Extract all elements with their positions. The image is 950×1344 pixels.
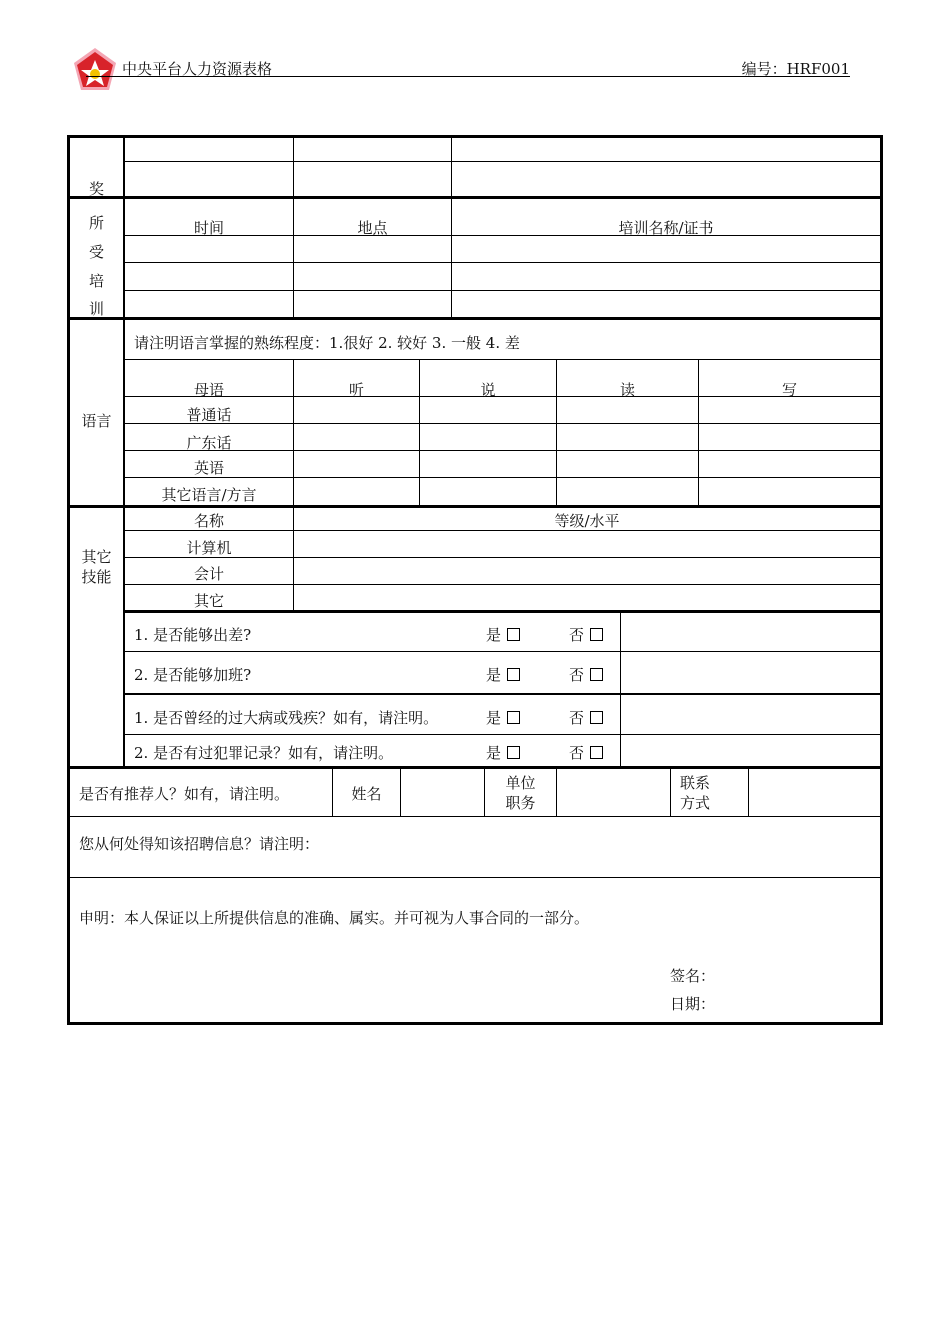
checkbox-icon[interactable]: [590, 628, 603, 641]
checkbox-icon[interactable]: [507, 711, 520, 724]
training-label-char: 训: [88, 300, 104, 318]
form-code: 编号：HRF001: [741, 60, 850, 78]
training-header-course: 培训名称/证书: [618, 219, 714, 237]
date-label: 日期：: [670, 995, 716, 1013]
question-illness-yes[interactable]: 是: [486, 707, 520, 728]
question-overtime: 2. 是否能够加班?: [134, 666, 252, 684]
training-label-char: 受: [88, 243, 104, 261]
question-travel-yes[interactable]: 是: [486, 624, 520, 645]
training-header-place: 地点: [357, 219, 388, 237]
skill-row: 会计: [193, 565, 224, 583]
awards-label: 奖: [88, 180, 104, 198]
question-overtime-no[interactable]: 否: [569, 664, 603, 685]
form-title: 中央平台人力资源表格: [122, 60, 273, 78]
question-overtime-yes[interactable]: 是: [486, 664, 520, 685]
question-criminal-no[interactable]: 否: [569, 742, 603, 763]
referee-name-label: 姓名: [351, 785, 382, 803]
question-illness-no[interactable]: 否: [569, 707, 603, 728]
question-criminal-yes[interactable]: 是: [486, 742, 520, 763]
declaration-text: 申明：本人保证以上所提供信息的准确、属实。并可视为人事合同的一部分。: [79, 909, 590, 927]
checkbox-icon[interactable]: [590, 668, 603, 681]
language-instruction: 请注明语言掌握的熟练程度：1.很好 2. 较好 3. 一般 4. 差: [134, 334, 520, 352]
application-form: [67, 135, 883, 1025]
referee-contact-line1: 联系: [680, 774, 711, 792]
language-label: 语言: [81, 412, 112, 430]
referee-unit-line1: 单位: [505, 774, 536, 792]
skills-label-line2: 技能: [81, 568, 112, 586]
question-travel: 1. 是否能够出差?: [134, 626, 252, 644]
checkbox-icon[interactable]: [590, 746, 603, 759]
training-label-char: 所: [88, 214, 104, 232]
lang-header-read: 读: [619, 381, 635, 399]
company-logo-icon: [68, 46, 122, 100]
training-header-time: 时间: [193, 219, 224, 237]
source-question: 您从何处得知该招聘信息？请注明：: [79, 835, 320, 853]
training-label-char: 培: [88, 272, 104, 290]
language-row: 普通话: [186, 406, 232, 424]
lang-header-speak: 说: [480, 381, 496, 399]
checkbox-icon[interactable]: [507, 628, 520, 641]
skills-header-level: 等级/水平: [554, 512, 620, 530]
skill-row: 计算机: [186, 539, 232, 557]
referee-contact-line2: 方式: [680, 794, 711, 812]
skills-header-name: 名称: [193, 512, 224, 530]
skills-label-line1: 其它: [81, 548, 112, 566]
lang-header-listen: 听: [348, 381, 364, 399]
referee-unit-line2: 职务: [505, 794, 536, 812]
language-row: 其它语言/方言: [161, 486, 257, 504]
question-travel-no[interactable]: 否: [569, 624, 603, 645]
language-row: 广东话: [186, 434, 232, 452]
skill-row: 其它: [193, 592, 224, 610]
signature-label: 签名：: [670, 967, 716, 985]
language-row: 英语: [193, 459, 224, 477]
checkbox-icon[interactable]: [590, 711, 603, 724]
lang-header-write: 写: [781, 381, 797, 399]
lang-header-language: 母语: [193, 381, 224, 399]
checkbox-icon[interactable]: [507, 668, 520, 681]
question-illness: 1. 是否曾经的过大病或残疾？如有，请注明。: [134, 709, 439, 727]
header-divider: [86, 76, 850, 77]
checkbox-icon[interactable]: [507, 746, 520, 759]
referee-question: 是否有推荐人？如有，请注明。: [79, 785, 290, 803]
question-criminal: 2. 是否有过犯罪记录？如有，请注明。: [134, 744, 394, 762]
